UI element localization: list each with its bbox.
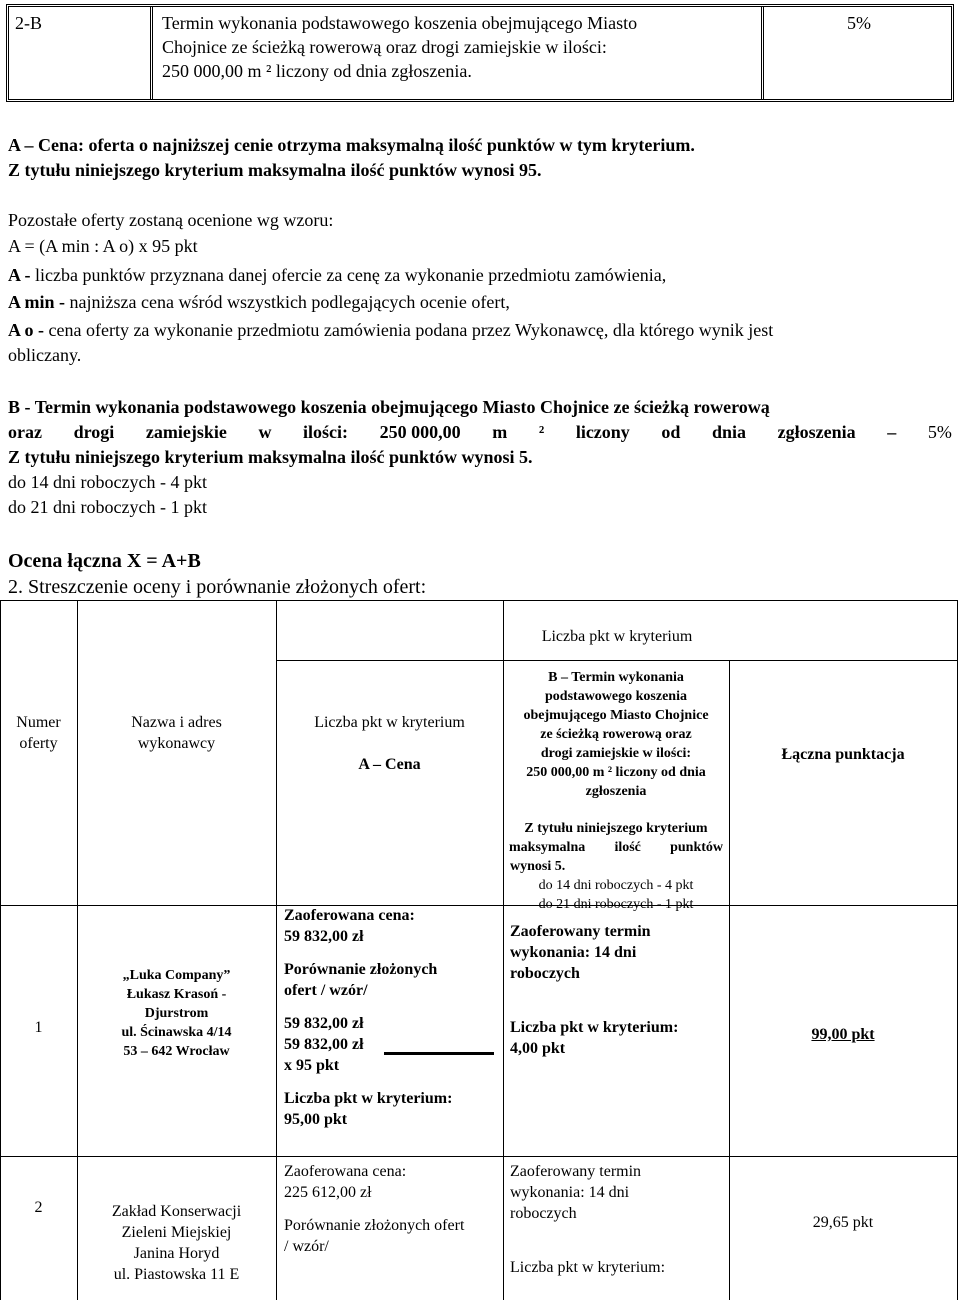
- table-border: [276, 660, 958, 661]
- criterion-description-line: Termin wykonania podstawowego koszenia obejmującego Miasto: [162, 13, 638, 33]
- criterion-b-heading: [8, 395, 770, 419]
- header-criterion-b-line: zgłoszenia: [585, 784, 647, 799]
- total-score-formula: Ocena łączna X = A+B: [8, 550, 201, 572]
- row1-criterion-a: [284, 905, 499, 1130]
- row1-contractor-line: 53 – 642 Wrocław: [123, 1044, 230, 1059]
- criterion-b-max: Z tytułu niniejszego kryterium maksymalna ilość punktów wynosi 5.: [8, 447, 533, 467]
- row2-price-label: Zaoferowana cena:: [284, 1163, 407, 1180]
- row1-denominator: 59 832,00 zł: [284, 1036, 364, 1053]
- row2-price: 225 612,00 zł: [284, 1184, 372, 1201]
- row2-b-points-label: Liczba pkt w kryterium:: [510, 1259, 666, 1276]
- row2-contractor-line: Zakład Konserwacji: [111, 1203, 242, 1220]
- row1-contractor-line: ul. Ścinawska 4/14: [121, 1025, 232, 1040]
- header-criterion-b-line: 250 000,00 m ² liczony od dnia: [526, 765, 706, 780]
- criterion-b-word: od: [661, 422, 681, 442]
- criterion-b-word: w: [258, 422, 272, 442]
- criterion-b-term: B -: [8, 397, 35, 417]
- header-name: [77, 712, 276, 754]
- row2-contractor-line: Zieleni Miejskiej: [121, 1224, 232, 1241]
- table-border: [77, 600, 78, 1300]
- row1-criterion-b: [510, 921, 725, 1059]
- table-border: [0, 600, 958, 601]
- criterion-b-word: ²: [538, 422, 545, 442]
- header-name-line: Nazwa i adres: [131, 714, 222, 731]
- header-group-label: Liczba pkt w kryterium: [541, 628, 693, 645]
- criterion-weight-cell: [767, 7, 951, 99]
- row1-multiplier: x 95 pkt: [284, 1057, 340, 1074]
- row1-contractor-line: Łukasz Krasoń -: [126, 987, 227, 1002]
- header-criterion-b-line: obejmującego Miasto Chojnice: [523, 708, 709, 723]
- section-title: 2. Streszczenie oceny i porównanie złożonych ofert:: [8, 576, 427, 598]
- criterion-table: [6, 4, 954, 102]
- header-criterion-b-line: ze ścieżką rowerową oraz: [540, 727, 692, 742]
- definition-a-text: liczba punktów przyznana danej ofercie za cenę za wykonanie przedmiotu zamówienia,: [30, 265, 667, 285]
- header-criterion-a: [276, 712, 503, 775]
- row1-price: 59 832,00 zł: [284, 928, 364, 945]
- row1-b-points-label: Liczba pkt w kryterium:: [510, 1019, 679, 1036]
- header-criterion-b-scale: do 14 dni roboczych - 4 pkt: [538, 878, 694, 893]
- criterion-id: 2-B: [15, 13, 42, 33]
- criterion-b-word: 5%: [927, 422, 952, 442]
- row1-contractor-line: Djurstrom: [144, 1006, 209, 1021]
- row1-price-label: Zaoferowana cena:: [284, 907, 415, 924]
- criterion-b-title: Termin wykonania podstawowego koszenia obejmującego Miasto Chojnice ze ścieżką rowerową: [34, 397, 770, 417]
- row1-contractor: [77, 966, 276, 1061]
- header-criterion-b-rule: maksymalna ilość punktów: [509, 840, 723, 855]
- row1-compare-label: ofert / wzór/: [284, 982, 368, 999]
- row2-criterion-a: [284, 1161, 499, 1257]
- table-border: [0, 600, 1, 1300]
- row1-term-line: roboczych: [510, 965, 580, 982]
- row2-contractor: [77, 1201, 276, 1285]
- definition-amin: [8, 290, 510, 314]
- criterion-description-line: Chojnice ze ścieżką rowerową oraz drogi zamiejskie w ilości:: [162, 37, 607, 57]
- row2-term-line: wykonania: 14 dni: [510, 1184, 630, 1201]
- definition-amin-text: najniższa cena wśród wszystkich podlegających ocenie ofert,: [65, 292, 510, 312]
- criterion-b-scale-21: do 21 dni roboczych - 1 pkt: [8, 497, 207, 517]
- row2-compare-label: Porównanie złożonych ofert: [284, 1217, 465, 1234]
- criterion-b-word: 250 000,00: [379, 422, 461, 442]
- criterion-b-justified-line: [8, 420, 952, 444]
- summary-table: [0, 600, 958, 1300]
- row2-number: 2: [34, 1199, 43, 1216]
- criterion-description-line: 250 000,00 m ² liczony od dnia zgłoszenia.: [162, 61, 472, 81]
- criterion-b-word: liczony: [575, 422, 630, 442]
- row2-compare-label: / wzór/: [284, 1238, 329, 1255]
- criterion-a-heading: A – Cena: oferta o najniższej cenie otrzyma maksymalną ilość punktów w tym kryterium.: [8, 135, 695, 155]
- row1-compare-label: Porównanie złożonych: [284, 961, 438, 978]
- table-border: [957, 600, 958, 1300]
- formula-intro: Pozostałe oferty zostaną ocenione wg wzoru:: [8, 210, 334, 230]
- header-total: Łączna punktacja: [781, 746, 905, 763]
- criterion-b-scale-14: do 14 dni roboczych - 4 pkt: [8, 472, 207, 492]
- header-name-line: wykonawcy: [137, 735, 216, 752]
- header-number-line: oferty: [19, 735, 58, 752]
- header-criterion-b-line: drogi zamiejskie w ilości:: [540, 746, 692, 761]
- header-criterion-b-line: B – Termin wykonania: [548, 670, 684, 685]
- criterion-b-word: zamiejskie: [145, 422, 227, 442]
- row2-total: 29,65 pkt: [812, 1214, 874, 1231]
- header-criterion-b-line: podstawowego koszenia: [545, 689, 687, 704]
- row1-b-points: 4,00 pkt: [510, 1040, 566, 1057]
- criterion-b-word: ilości:: [303, 422, 349, 442]
- row1-term-line: wykonania: 14 dni: [510, 944, 637, 961]
- criterion-b-word: m: [492, 422, 508, 442]
- definition-ao-text: cena oferty za wykonanie przedmiotu zamówienia podana przez Wykonawcę, dla którego wynik jest: [44, 320, 774, 340]
- row1-a-points-label: Liczba pkt w kryterium:: [284, 1090, 453, 1107]
- row1-term-line: Zaoferowany termin: [510, 923, 651, 940]
- header-criterion-a-line: A – Cena: [358, 756, 421, 773]
- header-number-line: Numer: [16, 714, 61, 731]
- header-criterion-b-rule: Z tytułu niniejszego kryterium: [524, 821, 708, 836]
- row1-numerator: 59 832,00 zł: [284, 1015, 364, 1032]
- row2-contractor-line: ul. Piastowska 11 E: [113, 1266, 240, 1283]
- formula: A = (A min : A o) x 95 pkt: [8, 236, 198, 256]
- criterion-id-cell: [9, 7, 153, 99]
- criterion-b-word: drogi: [73, 422, 115, 442]
- criterion-weight: 5%: [847, 13, 871, 33]
- table-border: [0, 1156, 958, 1157]
- criterion-b-word: dnia: [712, 422, 747, 442]
- definition-ao-term: A o -: [8, 320, 44, 340]
- header-criterion-b: [503, 668, 729, 914]
- table-border: [276, 600, 277, 1300]
- header-number: [0, 712, 77, 754]
- row2-criterion-b: [510, 1161, 725, 1278]
- header-criterion-b-rule: wynosi 5.: [510, 859, 566, 874]
- row1-a-points: 95,00 pkt: [284, 1111, 348, 1128]
- row2-term-line: Zaoferowany termin: [510, 1163, 642, 1180]
- row1-total: 99,00 pkt: [811, 1026, 875, 1043]
- row1-contractor-line: „Luka Company”: [122, 968, 231, 983]
- row2-term-line: roboczych: [510, 1205, 577, 1222]
- criterion-b-word: zgłoszenia: [777, 422, 856, 442]
- fraction-bar: [384, 1052, 494, 1055]
- definition-a-term: A -: [8, 265, 31, 285]
- criterion-a-max: Z tytułu niniejszego kryterium maksymalna ilość punktów wynosi 95.: [8, 160, 542, 180]
- header-criterion-b-scale: do 21 dni roboczych - 1 pkt: [538, 897, 694, 912]
- criterion-b-word: oraz: [8, 422, 42, 442]
- row2-contractor-line: Janina Horyd: [133, 1245, 220, 1262]
- header-criterion-a-line: Liczba pkt w kryterium: [314, 714, 465, 731]
- definition-ao: [8, 318, 773, 342]
- row1-number: 1: [34, 1019, 43, 1036]
- definition-amin-term: A min -: [8, 292, 66, 312]
- definition-ao-continued: obliczany.: [8, 345, 82, 365]
- criterion-b-word: –: [887, 422, 897, 442]
- definition-a: [8, 263, 666, 287]
- criterion-description-cell: [156, 7, 764, 99]
